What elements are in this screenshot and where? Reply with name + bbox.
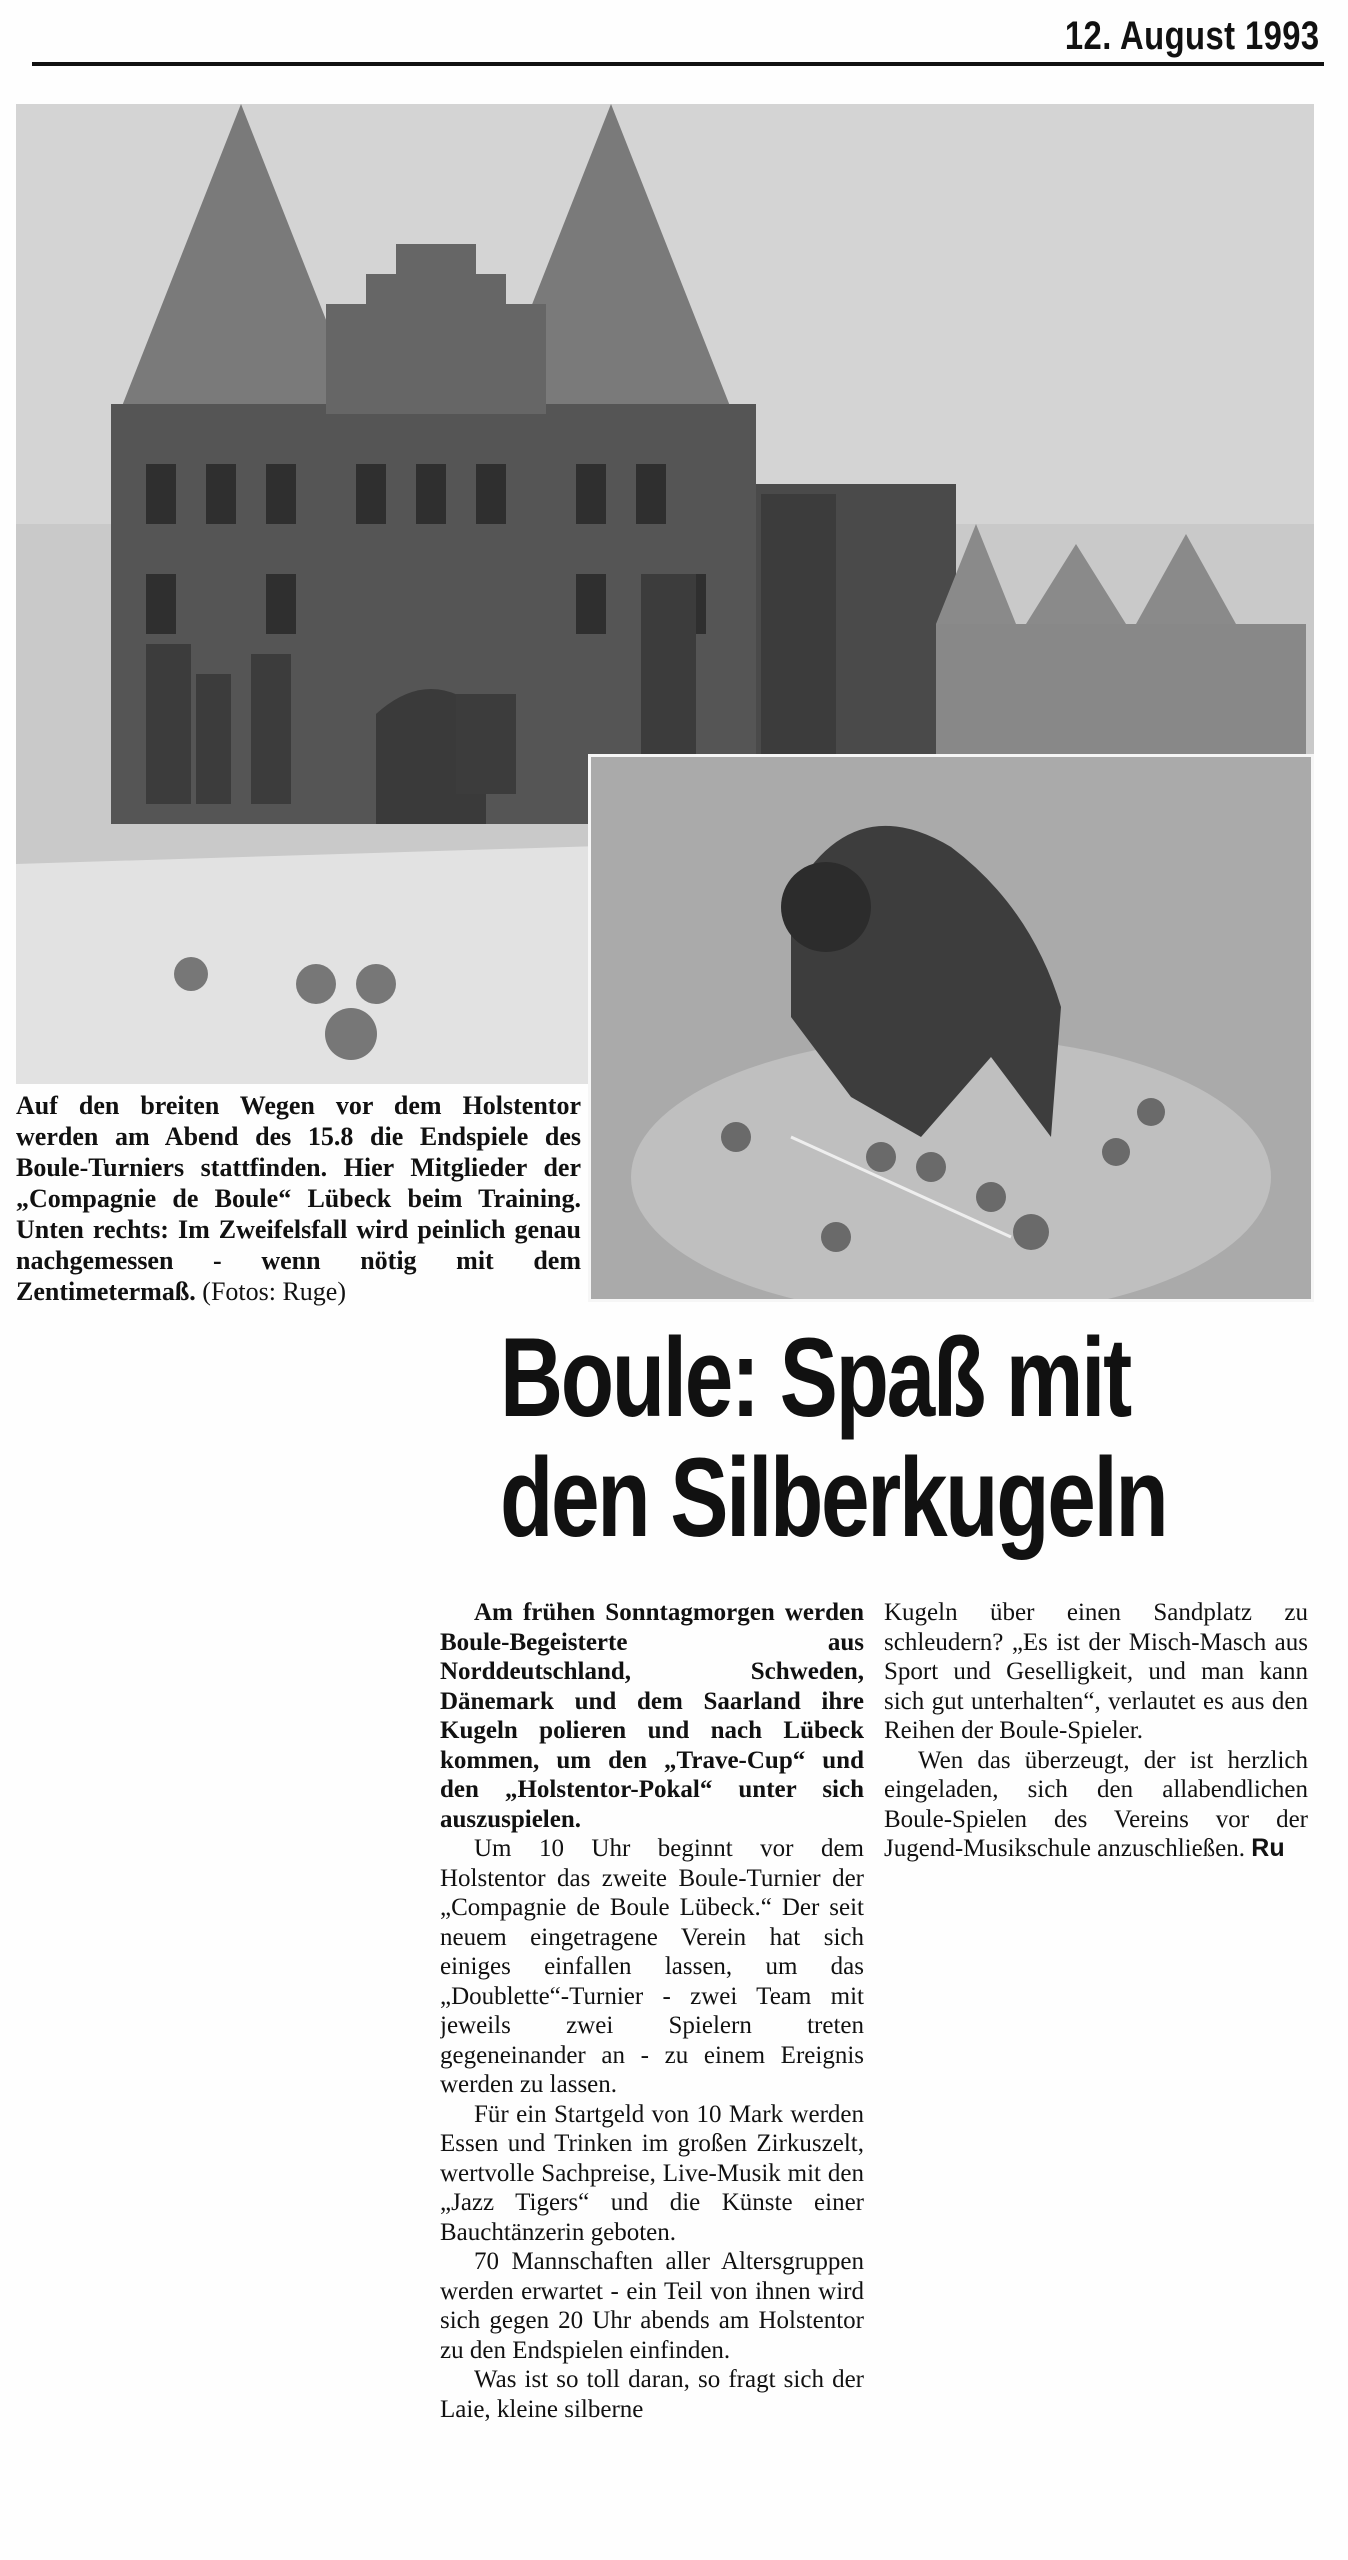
article-paragraph — [884, 1746, 1308, 1864]
measuring-photo — [588, 754, 1314, 1302]
photo-credit: (Fotos: Ruge) — [202, 1277, 347, 1306]
headline-line-2: den Silberkugeln — [500, 1435, 1167, 1560]
header-rule — [32, 62, 1324, 66]
article-closing-text: Wen das überzeugt, der ist herzlich eingeladen, sich den allabendlichen Boule-Spielen des Vereins vor der Jugend-Musikschule anzuschließen. — [884, 1746, 1308, 1862]
article-paragraph: Um 10 Uhr beginnt vor dem Holstentor das zweite Boule-Turnier der „Compagnie de Boule Lübeck.“ Der seit neuem eingetragene Verein hat sich einiges einfallen lassen, um das „Doublette“-Turnier - zwei Team mit jeweils zwei Spielern treten gegeneinander an - zu einem Ereignis werden zu lassen. — [440, 1835, 864, 2098]
article-paragraph: 70 Mannschaften aller Altersgruppen werden erwartet - ein Teil von ihnen wird sich gegen 20 Uhr abends am Holstentor zu den Endspielen einfinden. — [440, 2248, 864, 2364]
article-paragraph: Was ist so toll daran, so fragt sich der Laie, kleine silberne — [440, 2366, 864, 2423]
author-signature: Ru — [1251, 1834, 1285, 1862]
article-paragraph: Für ein Startgeld von 10 Mark werden Essen und Trinken im großen Zirkuszelt, wertvolle Sachpreise, Live-Musik mit den „Jazz Tigers“ und die Künste einer Bauchtänzerin geboten. — [440, 2100, 864, 2246]
caption-text: Auf den breiten Wegen vor dem Holstentor werden am Abend des 15.8 die Endspiele des Boule-Turniers stattfinden. Hier Mitglieder der „Compagnie de Boule“ Lübeck beim Training. Unten rechts: Im Zweifelsfall wird peinlich genau nachgemessen - wenn nötig mit dem Zentimetermaß. — [16, 1091, 581, 1306]
article-column-2 — [884, 1598, 1308, 1864]
issue-date: 12. August 1993 — [1065, 14, 1320, 58]
photo-caption — [16, 1090, 581, 1307]
article-lead: Am frühen Sonntagmorgen werden Boule-Begeisterte aus Norddeutschland, Schweden, Dänemark und dem Saarland ihre Kugeln polieren und nach Lübeck kommen, um den „Trave-Cup“ und den „Holstentor-Pokal“ unter sich auszuspielen. — [440, 1599, 864, 1833]
article-paragraph: Kugeln über einen Sandplatz zu schleudern? „Es ist der Misch-Masch aus Sport und Geselligkeit, und man kann sich gut unterhalten“, verlautet es aus den Reihen der Boule-Spieler. — [884, 1599, 1308, 1744]
headline — [500, 1315, 1167, 1560]
article-column-1 — [440, 1598, 864, 2543]
headline-line-1: Boule: Spaß mit — [500, 1315, 1130, 1440]
